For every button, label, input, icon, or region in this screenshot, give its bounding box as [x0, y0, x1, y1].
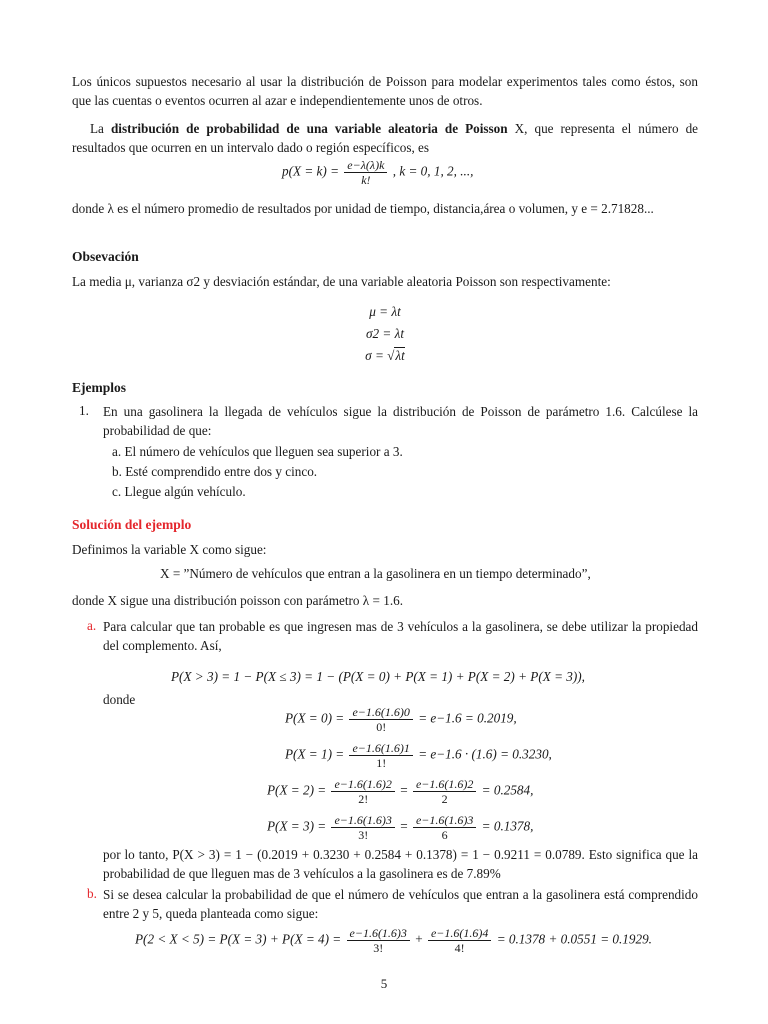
prob-x0-lhs: P(X = 0) =	[285, 710, 345, 726]
plus-sign: +	[415, 931, 423, 947]
prob-x2-numerator: e−1.6(1.6)2	[331, 777, 394, 792]
mean-equation: μ = λt	[369, 304, 401, 319]
page-number: 5	[380, 976, 388, 991]
prob-x1-result: = e−1.6 · (1.6) = 0.3230,	[418, 746, 552, 762]
prob-x3-numerator: e−1.6(1.6)3	[331, 813, 394, 828]
prob-x0-numerator: e−1.6(1.6)0	[349, 705, 412, 720]
variable-definition-intro: Definimos la variable X como sigue:	[72, 542, 267, 557]
prob-x3-fraction-simplified	[413, 813, 476, 842]
range-eq-result: = 0.1378 + 0.0551 = 0.1929.	[496, 931, 652, 947]
formula-denominator: k!	[361, 173, 371, 187]
prob-x2-lhs: P(X = 2) =	[267, 782, 327, 798]
formula-tail: , k = 0, 1, 2, ...,	[392, 163, 474, 179]
prob-x2-fraction	[331, 777, 394, 806]
poisson-formula	[282, 158, 473, 187]
definition-bold-term: distribución de probabilidad de una variable aleatoria de Poisson	[110, 121, 508, 136]
prob-x3-denominator-2: 6	[441, 828, 448, 842]
prob-x1-fraction	[349, 741, 412, 770]
observation-heading: Obsevación	[72, 249, 139, 264]
definition-rest: X, que representa el número de resultados que ocurren en un intervalo dado o región específicos, es	[72, 121, 699, 155]
lambda-description: donde λ es el número promedio de resultados por unidad de tiempo, distancia,área o volumen, y e = 2.71828...	[72, 201, 654, 216]
range-eq-fraction-1	[347, 926, 410, 955]
prob-x1-lhs: P(X = 1) =	[285, 746, 345, 762]
intro-paragraph: Los únicos supuestos necesario al usar la distribución de Poisson para modelar experimentos tales como éstos, son que las cuentas o eventos ocurren al azar e independientemente unos de otros.	[72, 74, 698, 108]
range-eq-denominator-1: 3!	[373, 941, 384, 955]
prob-x2-result: = 0.2584,	[481, 782, 534, 798]
definition-paragraph	[72, 120, 698, 157]
example-subitem-c: c. Llegue algún vehículo.	[112, 484, 246, 499]
range-eq-lhs: P(2 < X < 5) = P(X = 3) + P(X = 4) =	[135, 931, 342, 947]
solution-part-b-label: b.	[87, 886, 97, 901]
solution-part-a-text: Para calcular que tan probable es que ingresen mas de 3 vehículos a la gasolinera, se debe utilizar la propiedad del complemento. Así,	[103, 619, 698, 653]
complement-equation: P(X > 3) = 1 − P(X ≤ 3) = 1 − (P(X = 0) + P(X = 1) + P(X = 2) + P(X = 3)),	[171, 669, 585, 684]
std-dev-radicand: λt	[395, 348, 405, 363]
donde-label: donde	[103, 692, 136, 707]
std-dev-equation	[72, 347, 698, 366]
definition-lead: La	[90, 121, 104, 136]
prob-x3-fraction	[331, 813, 394, 842]
solution-part-a-label: a.	[87, 618, 97, 633]
example-statement: En una gasolinera la llegada de vehículos sigue la distribución de Poisson de parámetro 1.6. Calcúlese la probabilidad de que:	[103, 404, 698, 438]
formula-lhs: p(X = k) =	[282, 163, 339, 179]
range-eq-numerator-2: e−1.6(1.6)4	[428, 926, 491, 941]
range-eq-numerator-1: e−1.6(1.6)3	[347, 926, 410, 941]
prob-x1-row	[285, 741, 552, 770]
prob-x0-denominator: 0!	[376, 720, 387, 734]
prob-x0-result: = e−1.6 = 0.2019,	[418, 710, 517, 726]
equals-sign: =	[400, 818, 408, 834]
prob-x3-numerator-2: e−1.6(1.6)3	[413, 813, 476, 828]
formula-fraction	[344, 158, 387, 187]
std-dev-lhs: σ =	[365, 348, 384, 363]
parameter-statement: donde X sigue una distribución poisson con parámetro λ = 1.6.	[72, 593, 404, 608]
prob-x1-denominator: 1!	[376, 756, 387, 770]
variable-definition: X = ”Número de vehículos que entran a la gasolinera en un tiempo determinado”,	[160, 566, 591, 581]
prob-x2-row	[267, 777, 533, 806]
prob-x2-denominator: 2!	[358, 792, 369, 806]
prob-x2-denominator-2: 2	[441, 792, 448, 806]
prob-x3-result: = 0.1378,	[481, 818, 534, 834]
example-subitem-a: a. El número de vehículos que lleguen sea superior a 3.	[112, 444, 403, 459]
prob-x0-row	[285, 705, 517, 734]
solution-heading: Solución del ejemplo	[72, 517, 192, 532]
prob-x1-numerator: e−1.6(1.6)1	[349, 741, 412, 756]
variance-equation: σ2 = λt	[366, 326, 404, 341]
range-eq-fraction-2	[428, 926, 491, 955]
prob-x3-denominator: 3!	[358, 828, 369, 842]
range-eq-denominator-2: 4!	[454, 941, 465, 955]
prob-x0-fraction	[349, 705, 412, 734]
prob-x3-row	[267, 813, 533, 842]
solution-part-a-conclusion: por lo tanto, P(X > 3) = 1 − (0.2019 + 0.3230 + 0.2584 + 0.1378) = 1 − 0.9211 = 0.0789. Esto significa que la probabilidad de que lleguen mas de 3 vehículos a la gasolinera es de 7.89%	[103, 847, 698, 881]
prob-x3-lhs: P(X = 3) =	[267, 818, 327, 834]
examples-heading: Ejemplos	[72, 380, 126, 395]
range-probability-equation	[135, 926, 652, 955]
formula-numerator: e−λ(λ)k	[344, 158, 387, 173]
prob-x2-numerator-2: e−1.6(1.6)2	[413, 777, 476, 792]
equals-sign: =	[400, 782, 408, 798]
example-subitem-b: b. Esté comprendido entre dos y cinco.	[112, 464, 318, 479]
prob-x2-fraction-simplified	[413, 777, 476, 806]
sqrt-symbol: √	[387, 348, 395, 363]
example-number: 1.	[79, 403, 89, 418]
solution-part-b-text: Si se desea calcular la probabilidad de que el número de vehículos que entran a la gasolinera está comprendido entre 2 y 5, queda planteada como sigue:	[103, 887, 698, 921]
observation-text: La media μ, varianza σ2 y desviación estándar, de una variable aleatoria Poisson son respectivamente:	[72, 274, 611, 289]
